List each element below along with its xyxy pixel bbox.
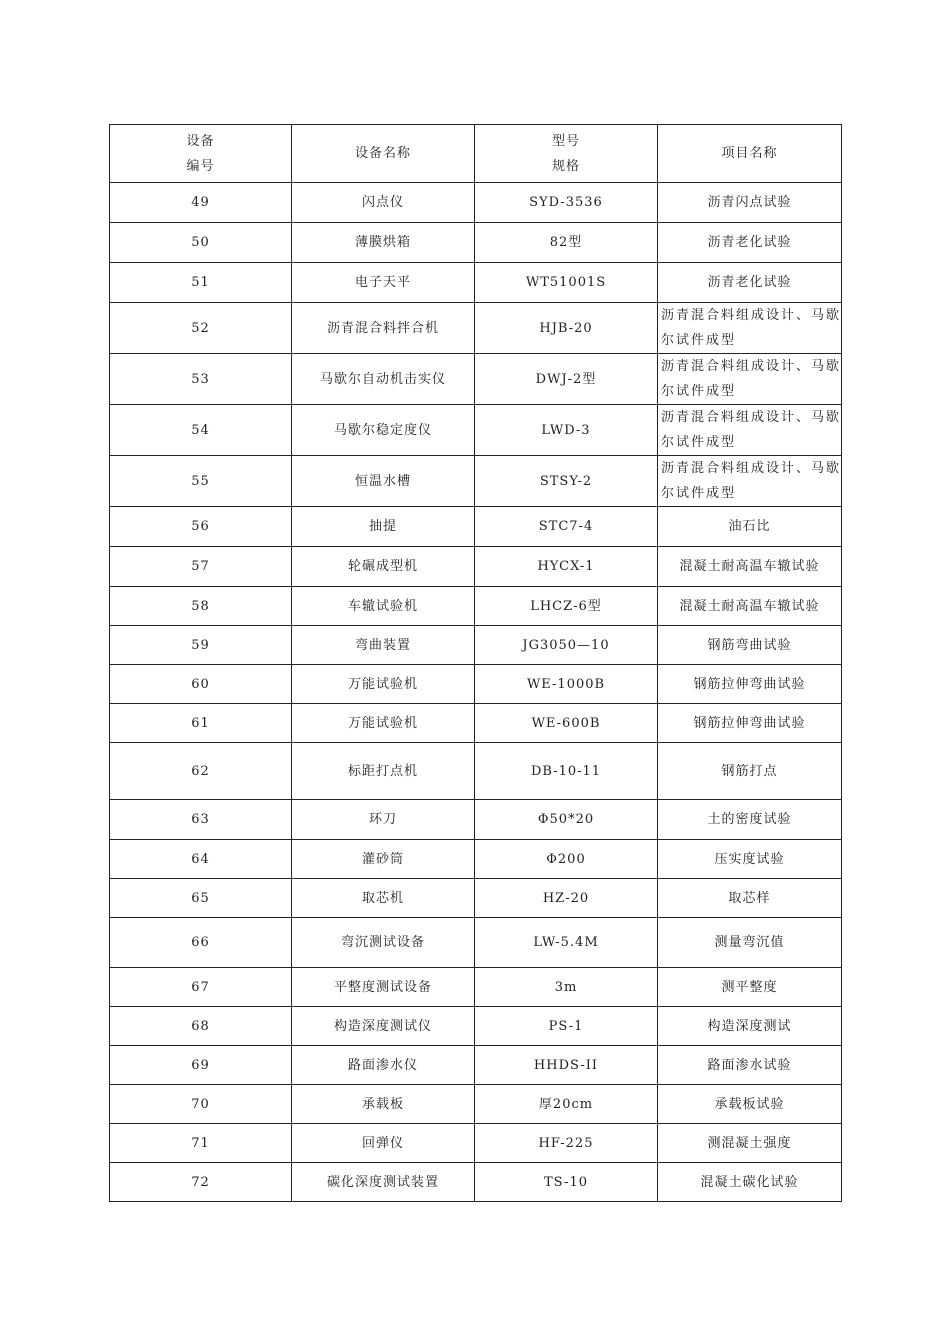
table-row xyxy=(110,918,842,968)
cell-project: 沥青混合料组成设计、马歇尔试件成型 xyxy=(658,456,842,507)
table-row xyxy=(110,587,842,626)
table-row xyxy=(110,547,842,587)
cell-project: 沥青老化试验 xyxy=(658,263,842,303)
cell-project: 路面渗水试验 xyxy=(658,1046,842,1085)
cell-project: 压实度试验 xyxy=(658,840,842,879)
cell-name: 构造深度测试仪 xyxy=(292,1007,475,1046)
cell-name: 马歇尔稳定度仪 xyxy=(292,405,475,456)
cell-name: 弯曲装置 xyxy=(292,626,475,665)
cell-model: 厚20cm xyxy=(475,1085,658,1124)
cell-id: 70 xyxy=(110,1085,292,1124)
cell-name: 马歇尔自动机击实仪 xyxy=(292,354,475,405)
cell-id: 59 xyxy=(110,626,292,665)
table-row xyxy=(110,626,842,665)
cell-id: 58 xyxy=(110,587,292,626)
cell-project: 混凝土耐高温车辙试验 xyxy=(658,587,842,626)
cell-name: 碳化深度测试装置 xyxy=(292,1163,475,1202)
table-row xyxy=(110,303,842,354)
cell-project: 沥青老化试验 xyxy=(658,223,842,263)
cell-project: 取芯样 xyxy=(658,879,842,918)
cell-model: STC7-4 xyxy=(475,507,658,547)
cell-project: 测平整度 xyxy=(658,968,842,1007)
table-row xyxy=(110,405,842,456)
table-row xyxy=(110,840,842,879)
table-row xyxy=(110,743,842,800)
cell-name: 取芯机 xyxy=(292,879,475,918)
cell-name: 环刀 xyxy=(292,800,475,840)
cell-name: 薄膜烘箱 xyxy=(292,223,475,263)
cell-name: 回弹仪 xyxy=(292,1124,475,1163)
cell-project: 测量弯沉值 xyxy=(658,918,842,968)
cell-model: DWJ-2型 xyxy=(475,354,658,405)
cell-model: JG3050—10 xyxy=(475,626,658,665)
cell-id: 55 xyxy=(110,456,292,507)
cell-id: 52 xyxy=(110,303,292,354)
cell-project: 测混凝土强度 xyxy=(658,1124,842,1163)
cell-model: Φ50*20 xyxy=(475,800,658,840)
cell-project: 沥青混合料组成设计、马歇尔试件成型 xyxy=(658,405,842,456)
cell-name: 标距打点机 xyxy=(292,743,475,800)
cell-model: HHDS-II xyxy=(475,1046,658,1085)
cell-id: 69 xyxy=(110,1046,292,1085)
cell-model: 82型 xyxy=(475,223,658,263)
table-row xyxy=(110,665,842,704)
cell-model: WE-600B xyxy=(475,704,658,743)
table-row xyxy=(110,800,842,840)
cell-id: 62 xyxy=(110,743,292,800)
table-row xyxy=(110,354,842,405)
cell-model: TS-10 xyxy=(475,1163,658,1202)
cell-model: LW-5.4M xyxy=(475,918,658,968)
table-row xyxy=(110,456,842,507)
cell-id: 54 xyxy=(110,405,292,456)
cell-model: WT51001S xyxy=(475,263,658,303)
cell-id: 51 xyxy=(110,263,292,303)
cell-name: 平整度测试设备 xyxy=(292,968,475,1007)
cell-project: 钢筋打点 xyxy=(658,743,842,800)
cell-name: 抽提 xyxy=(292,507,475,547)
cell-id: 66 xyxy=(110,918,292,968)
cell-model: DB-10-11 xyxy=(475,743,658,800)
table-row xyxy=(110,1007,842,1046)
table-row xyxy=(110,223,842,263)
table-row xyxy=(110,1124,842,1163)
table-row xyxy=(110,1046,842,1085)
header-equipment-name: 设备名称 xyxy=(292,125,475,183)
cell-model: LHCZ-6型 xyxy=(475,587,658,626)
cell-project: 沥青混合料组成设计、马歇尔试件成型 xyxy=(658,354,842,405)
cell-project: 构造深度测试 xyxy=(658,1007,842,1046)
cell-project: 混凝土碳化试验 xyxy=(658,1163,842,1202)
cell-model: HYCX-1 xyxy=(475,547,658,587)
cell-id: 61 xyxy=(110,704,292,743)
cell-id: 60 xyxy=(110,665,292,704)
cell-id: 67 xyxy=(110,968,292,1007)
cell-name: 电子天平 xyxy=(292,263,475,303)
table-row xyxy=(110,704,842,743)
cell-id: 56 xyxy=(110,507,292,547)
cell-model: STSY-2 xyxy=(475,456,658,507)
cell-id: 53 xyxy=(110,354,292,405)
table-row xyxy=(110,1085,842,1124)
cell-name: 恒温水槽 xyxy=(292,456,475,507)
cell-id: 65 xyxy=(110,879,292,918)
cell-name: 灌砂筒 xyxy=(292,840,475,879)
cell-name: 弯沉测试设备 xyxy=(292,918,475,968)
cell-project: 钢筋拉伸弯曲试验 xyxy=(658,665,842,704)
cell-project: 沥青混合料组成设计、马歇尔试件成型 xyxy=(658,303,842,354)
cell-model: HJB-20 xyxy=(475,303,658,354)
cell-name: 万能试验机 xyxy=(292,665,475,704)
cell-project: 土的密度试验 xyxy=(658,800,842,840)
cell-name: 路面渗水仪 xyxy=(292,1046,475,1085)
table-row xyxy=(110,879,842,918)
cell-id: 71 xyxy=(110,1124,292,1163)
table-row xyxy=(110,507,842,547)
cell-project: 混凝土耐高温车辙试验 xyxy=(658,547,842,587)
cell-id: 57 xyxy=(110,547,292,587)
cell-model: HZ-20 xyxy=(475,879,658,918)
header-model-line1: 型号 xyxy=(551,133,580,149)
header-equipment-id xyxy=(110,125,292,183)
cell-model: Φ200 xyxy=(475,840,658,879)
table-header-row xyxy=(110,125,842,183)
header-project-name: 项目名称 xyxy=(658,125,842,183)
table-row xyxy=(110,263,842,303)
cell-project: 钢筋弯曲试验 xyxy=(658,626,842,665)
cell-id: 63 xyxy=(110,800,292,840)
cell-name: 轮碾成型机 xyxy=(292,547,475,587)
cell-project: 油石比 xyxy=(658,507,842,547)
table-row xyxy=(110,968,842,1007)
cell-name: 闪点仪 xyxy=(292,183,475,223)
equipment-table xyxy=(109,124,842,1202)
cell-model: 3m xyxy=(475,968,658,1007)
cell-model: HF-225 xyxy=(475,1124,658,1163)
cell-id: 68 xyxy=(110,1007,292,1046)
table-row xyxy=(110,1163,842,1202)
cell-model: WE-1000B xyxy=(475,665,658,704)
header-model-spec xyxy=(475,125,658,183)
header-id-line2: 编号 xyxy=(186,158,215,174)
cell-id: 72 xyxy=(110,1163,292,1202)
cell-name: 沥青混合料拌合机 xyxy=(292,303,475,354)
cell-name: 万能试验机 xyxy=(292,704,475,743)
cell-name: 车辙试验机 xyxy=(292,587,475,626)
cell-model: SYD-3536 xyxy=(475,183,658,223)
cell-id: 49 xyxy=(110,183,292,223)
cell-id: 50 xyxy=(110,223,292,263)
cell-project: 钢筋拉伸弯曲试验 xyxy=(658,704,842,743)
table-row xyxy=(110,183,842,223)
cell-id: 64 xyxy=(110,840,292,879)
cell-name: 承载板 xyxy=(292,1085,475,1124)
cell-model: LWD-3 xyxy=(475,405,658,456)
header-model-line2: 规格 xyxy=(551,158,580,174)
cell-project: 沥青闪点试验 xyxy=(658,183,842,223)
cell-project: 承载板试验 xyxy=(658,1085,842,1124)
header-id-line1: 设备 xyxy=(186,133,215,149)
cell-model: PS-1 xyxy=(475,1007,658,1046)
